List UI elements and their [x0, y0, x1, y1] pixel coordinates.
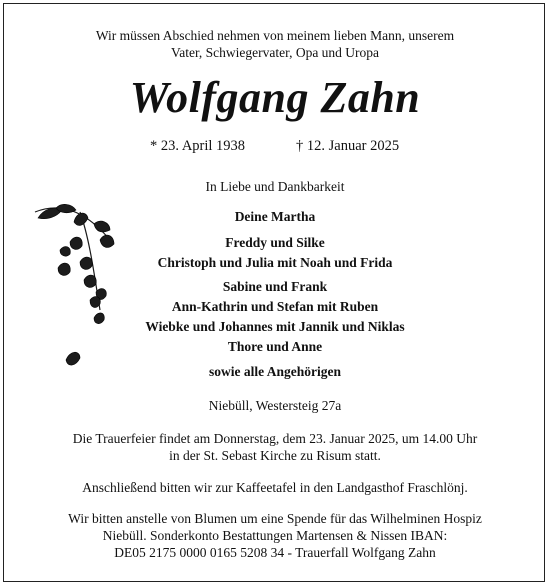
ceremony-line-1: Die Trauerfeier findet am Donnerstag, dem 23. Januar 2025, um 14.00 Uhr [72, 431, 478, 446]
mourner-line: Ann-Kathrin und Stefan mit Ruben [171, 299, 379, 314]
donation-line-3: DE05 2175 0000 0165 5208 34 - Trauerfall Wolfgang Zahn [114, 545, 436, 560]
deceased-name: Wolfgang Zahn [129, 73, 421, 122]
mourner-line: Deine Martha [234, 209, 316, 224]
address: Niebüll, Westersteig 27a [208, 398, 342, 413]
donation-line-1: Wir bitten anstelle von Blumen um eine Spende für das Wilhelminen Hospiz [68, 511, 482, 526]
mourner-line: Christoph und Julia mit Noah und Frida [157, 255, 393, 270]
mourner-line: Thore und Anne [227, 339, 323, 354]
intro-line-2: Vater, Schwiegervater, Opa und Uropa [170, 45, 380, 60]
leaf-branch-illustration [30, 200, 120, 390]
birth-date: * 23. April 1938 [150, 138, 246, 154]
mourner-line: Sabine und Frank [222, 279, 328, 294]
mourner-line: Wiebke und Johannes mit Jannik und Niklas [145, 319, 405, 334]
mourner-line: sowie alle Angehörigen [209, 364, 341, 379]
donation-line-2: Niebüll. Sonderkonto Bestattungen Martensen & Nissen IBAN: [102, 528, 448, 543]
dedication: In Liebe und Dankbarkeit [205, 179, 345, 194]
reception-line: Anschließend bitten wir zur Kaffeetafel in den Landgasthof Fraschlönj. [82, 480, 468, 495]
intro-line-1: Wir müssen Abschied nehmen von meinem lieben Mann, unserem [95, 28, 455, 43]
mourner-line: Freddy und Silke [225, 235, 325, 250]
death-date: † 12. Januar 2025 [296, 138, 400, 154]
ceremony-line-2: in der St. Sebast Kirche zu Risum statt. [169, 448, 381, 463]
